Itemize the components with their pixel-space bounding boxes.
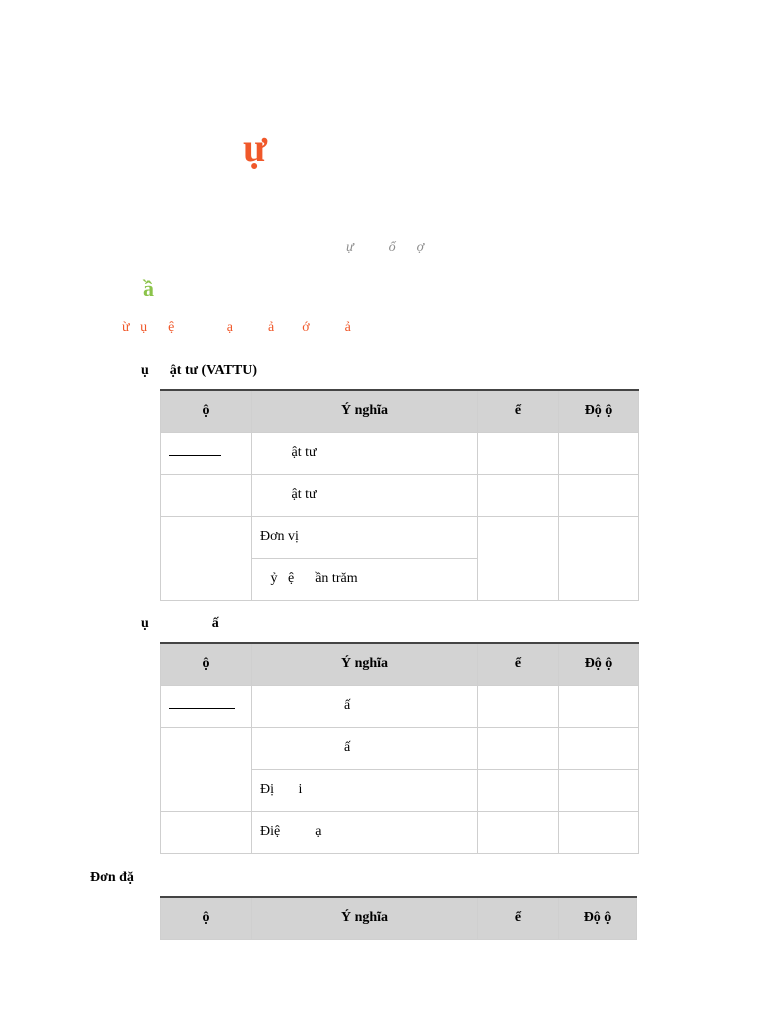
table-row	[161, 811, 639, 853]
table-cell	[478, 432, 559, 474]
table-cell: ật tư	[252, 432, 478, 474]
column-header-length: Độ ộ	[559, 897, 637, 939]
table-cell: ỷ ệ ần trăm	[252, 558, 478, 600]
document-subtitle: ự ổ ợ	[346, 240, 425, 255]
table-cell	[559, 769, 639, 811]
table-cell	[161, 811, 252, 853]
table-cell	[478, 474, 559, 516]
column-header-code: ộ	[161, 897, 252, 939]
column-header-type: ể	[478, 643, 559, 685]
table3-caption: Đơn đặ	[90, 870, 134, 885]
section-subheading: ừ ụ ệ ạ ả ớ ả	[122, 320, 351, 335]
table-cell	[559, 685, 639, 727]
table-cell: Đị i	[252, 769, 478, 811]
table-cell	[559, 432, 639, 474]
document-title: ự	[243, 125, 268, 170]
table2-caption: ụ ấ	[141, 616, 219, 631]
table-cell	[478, 811, 559, 853]
table-row	[161, 727, 639, 769]
table-cell: ấ	[252, 727, 478, 769]
table1-caption: ụ ật tư (VATTU)	[141, 363, 257, 378]
table-cell	[161, 432, 252, 474]
table-cell	[559, 727, 639, 769]
column-header-meaning: Ý nghĩa	[252, 897, 478, 939]
column-header-length: Độ ộ	[559, 390, 639, 432]
table-header-row	[161, 390, 639, 432]
column-header-code: ộ	[161, 390, 252, 432]
underline-mark	[169, 698, 235, 709]
column-header-type: ể	[478, 390, 559, 432]
table-cell	[478, 685, 559, 727]
table-cell: ật tư	[252, 474, 478, 516]
table-header-row	[161, 897, 637, 939]
table-cell	[478, 516, 559, 600]
table-cell	[559, 811, 639, 853]
column-header-length: Độ ộ	[559, 643, 639, 685]
table-order	[160, 896, 637, 940]
table-cell: ấ	[252, 685, 478, 727]
table-cell	[161, 685, 252, 727]
table-row	[161, 432, 639, 474]
table-cell	[559, 474, 639, 516]
underline-mark	[169, 445, 221, 456]
column-header-meaning: Ý nghĩa	[252, 643, 478, 685]
table-cell: Đơn vị	[252, 516, 478, 558]
table-row	[161, 685, 639, 727]
column-header-type: ể	[478, 897, 559, 939]
table-cell: Điệ ạ	[252, 811, 478, 853]
table-vattu	[160, 389, 639, 601]
table-cell	[478, 769, 559, 811]
column-header-meaning: Ý nghĩa	[252, 390, 478, 432]
column-header-code: ộ	[161, 643, 252, 685]
table-cell	[161, 474, 252, 516]
table-cell	[161, 516, 252, 600]
table-row	[161, 516, 639, 558]
table-cell	[478, 727, 559, 769]
section-heading: ầ	[143, 276, 154, 301]
table-cell	[161, 727, 252, 811]
table-second	[160, 642, 639, 854]
table-row	[161, 474, 639, 516]
table-header-row	[161, 643, 639, 685]
table-cell	[559, 516, 639, 600]
